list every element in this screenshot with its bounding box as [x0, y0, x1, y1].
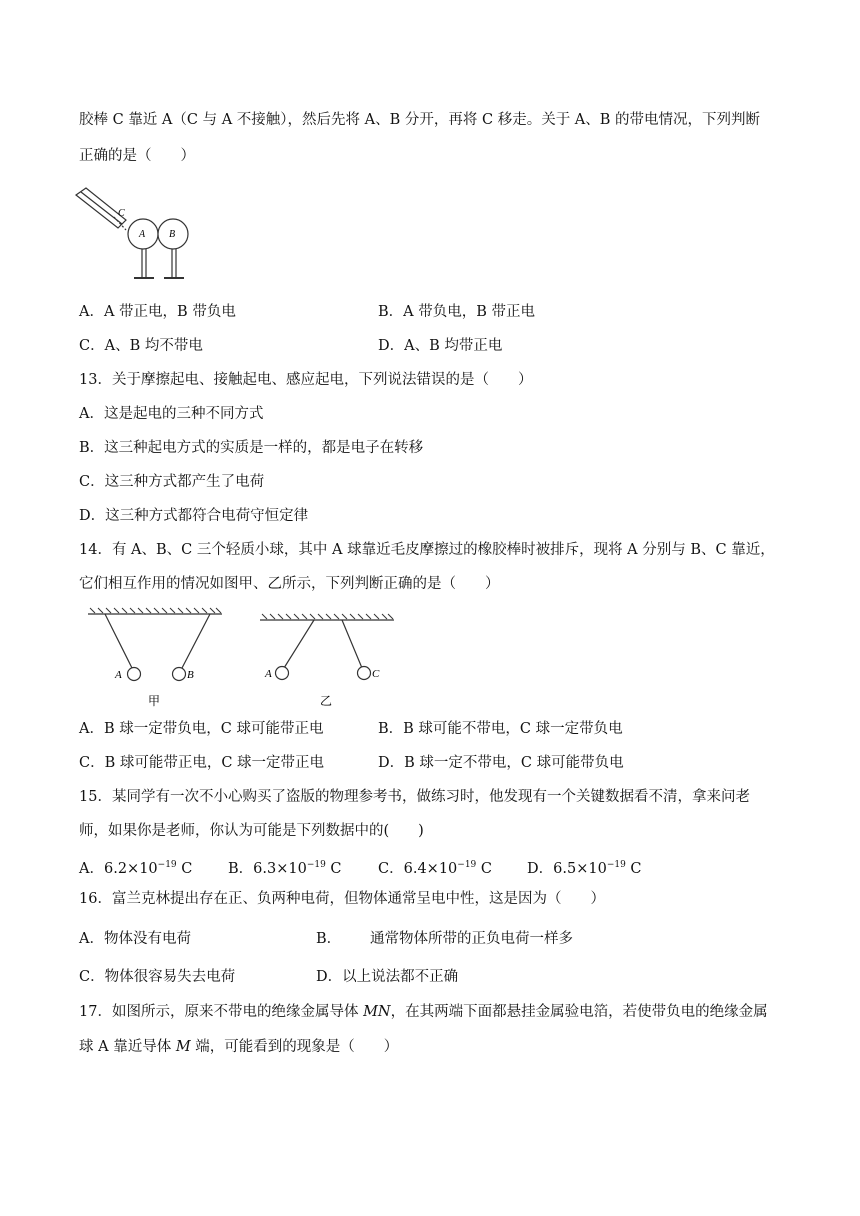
- q14-yi-caption: 乙: [320, 694, 333, 708]
- q12-stem-line1: 胶棒 C 靠近 A（C 与 A 不接触），然后先将 A、B 分开，再将 C 移走。关于 A、B 的带电情况，下列判断: [79, 112, 761, 128]
- q12-option-b: B．A 带负电，B 带正电: [378, 304, 535, 320]
- q12-figure-charged-rod-spheres: [74, 186, 204, 290]
- q16-stem: 16．富兰克林提出存在正、负两种电荷，但物体通常呈电中性，这是因为（ ）: [79, 891, 605, 907]
- q14-jia-label-a: A: [115, 669, 122, 681]
- q15-stem-line2: 师，如果你是老师，你认为可能是下列数据中的( ): [79, 823, 424, 839]
- q14-option-d: D．B 球一定不带电，C 球可能带负电: [378, 755, 624, 771]
- q14-yi-label-c: C: [372, 668, 380, 680]
- q16-option-a: A．物体没有电荷: [79, 931, 191, 947]
- q12-stem-line2: 正确的是（ ）: [79, 148, 195, 164]
- q12-option-a: A．A 带正电，B 带负电: [79, 304, 236, 320]
- q12-option-c: C．A、B 均不带电: [79, 338, 203, 354]
- q17-var-mn: MN: [363, 1004, 391, 1020]
- q14-jia-caption: 甲: [148, 694, 161, 708]
- q14-option-b: B．B 球可能不带电，C 球一定带负电: [378, 721, 623, 737]
- q13-option-d: D．这三种方式都符合电荷守恒定律: [79, 508, 309, 524]
- q15-stem-line1: 15．某同学有一次不小心购买了盗版的物理参考书，做练习时，他发现有一个关键数据看不清，拿来问老: [79, 789, 750, 805]
- q16-option-b-label: B．: [316, 931, 342, 947]
- q16-option-b-text: 通常物体所带的正负电荷一样多: [370, 931, 573, 947]
- q17-stem-line1: 17．如图所示，原来不带电的绝缘金属导体 MN，在其两端下面都悬挂金属验电箔，若使带负电的绝缘金属: [79, 1004, 768, 1020]
- q14-stem-line2: 它们相互作用的情况如图甲、乙所示，下列判断正确的是（ ）: [79, 576, 500, 592]
- q12-option-d: D．A、B 均带正电: [378, 338, 503, 354]
- q14-jia-label-b: B: [187, 669, 194, 681]
- q16-option-d: D．以上说法都不正确: [316, 969, 459, 985]
- q14-figure-yi: [258, 606, 398, 710]
- q14-option-a: A．B 球一定带负电，C 球可能带正电: [79, 721, 324, 737]
- q13-option-b: B．这三种起电方式的实质是一样的，都是电子在转移: [79, 440, 424, 456]
- q15-option-b: B．$6.3\times 10^{-19}$ C: [228, 860, 342, 877]
- q14-yi-label-a: A: [265, 668, 272, 680]
- q15-option-a: A．$6.2\times 10^{-19}$ C: [79, 860, 193, 877]
- q14-stem-line1: 14．有 A、B、C 三个轻质小球，其中 A 球靠近毛皮摩擦过的橡胶棒时被排斥，现将 A 分别与 B、C 靠近，: [79, 542, 775, 558]
- q14-option-c: C．B 球可能带正电，C 球一定带正电: [79, 755, 325, 771]
- q12-label-a: A: [139, 229, 146, 240]
- q16-option-c: C．物体很容易失去电荷: [79, 969, 236, 985]
- q14-figure-jia: [86, 606, 226, 710]
- q17-stem-line2: 球 A 靠近导体 M 端，可能看到的现象是（ ）: [79, 1039, 399, 1055]
- q15-option-c: C．$6.4\times 10^{-19}$ C: [378, 860, 492, 877]
- q13-option-c: C．这三种方式都产生了电荷: [79, 474, 265, 490]
- q17-var-m: M: [175, 1039, 191, 1055]
- q12-label-c: C: [118, 208, 125, 219]
- q13-option-a: A．这是起电的三种不同方式: [79, 406, 264, 422]
- q15-option-d: D．$6.5\times 10^{-19}$ C: [527, 860, 642, 877]
- q13-stem: 13．关于摩擦起电、接触起电、感应起电，下列说法错误的是（ ）: [79, 372, 533, 388]
- q12-label-b: B: [169, 229, 176, 240]
